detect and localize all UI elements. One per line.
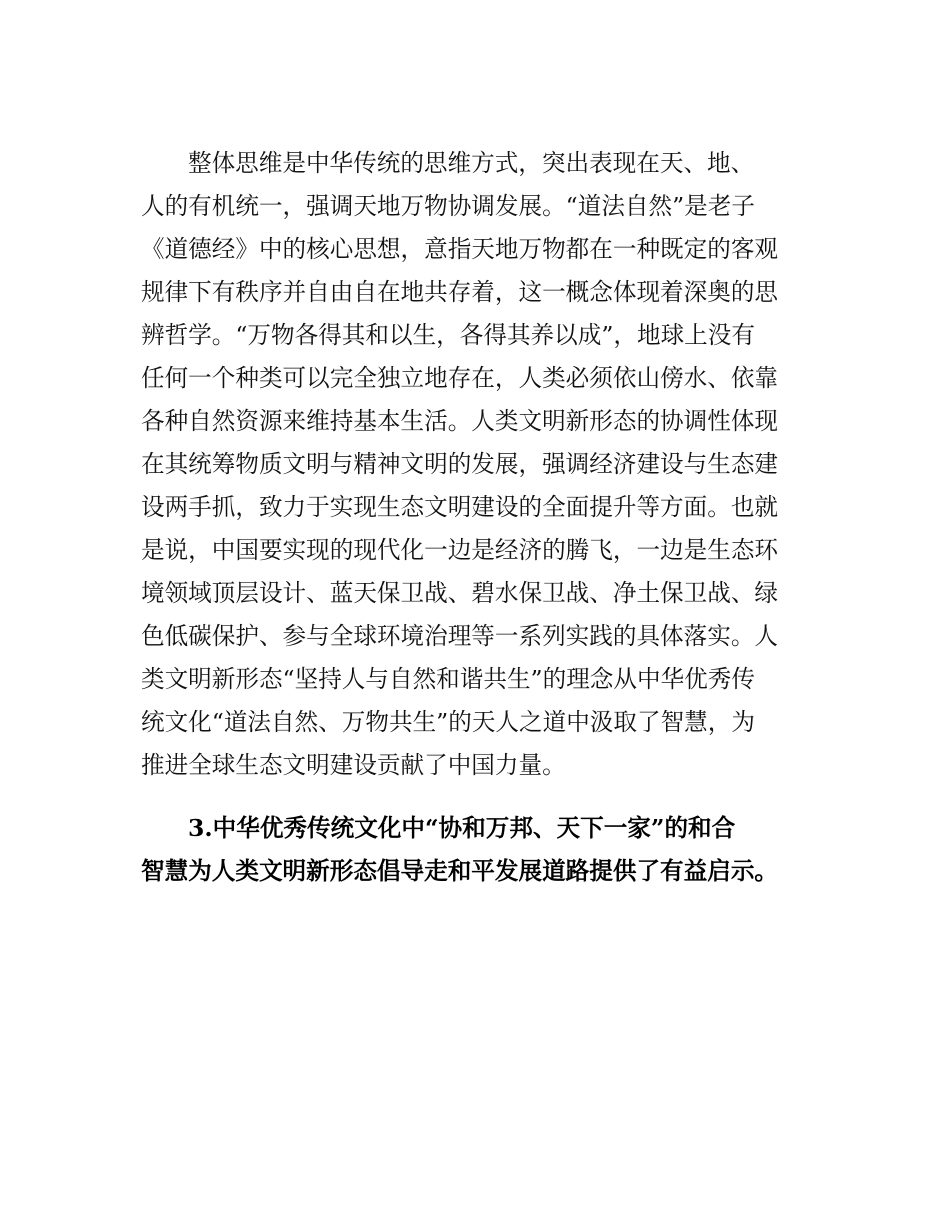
paragraph-line: 推进全球生态文明建设贡献了中国力量。 <box>141 751 566 779</box>
paragraph-line: 整体思维是中华传统的思维方式，突出表现在天、地、 <box>188 149 755 177</box>
paragraph-line: 类文明新形态“坚持人与自然和谐共生”的理念从中华优秀传 <box>141 665 755 693</box>
paragraph-line: 统文化“道法自然、万物共生”的天人之道中汲取了智慧，为 <box>141 708 755 736</box>
paragraph-line: 境领域顶层设计、蓝天保卫战、碧水保卫战、净土保卫战、绿 <box>141 579 779 607</box>
paragraph-line: 任何一个种类可以完全独立地存在，人类必须依山傍水、依靠 <box>141 364 779 392</box>
paragraph-line: 人的有机统一，强调天地万物协调发展。“道法自然”是老子 <box>141 192 755 220</box>
paragraph-line: 设两手抓，致力于实现生态文明建设的全面提升等方面。也就 <box>141 493 779 521</box>
paragraph-line: 各种自然资源来维持基本生活。人类文明新形态的协调性体现 <box>141 407 779 435</box>
section-heading-line: 智慧为人类文明新形态倡导走和平发展道路提供了有益启示。 <box>141 857 779 885</box>
paragraph-line: 在其统筹物质文明与精神文明的发展，强调经济建设与生态建 <box>141 450 779 478</box>
paragraph-line: 是说，中国要实现的现代化一边是经济的腾飞，一边是生态环 <box>141 536 779 564</box>
paragraph-line: 色低碳保护、参与全球环境治理等一系列实践的具体落实。人 <box>141 622 779 650</box>
paragraph-line: 《道德经》中的核心思想，意指天地万物都在一种既定的客观 <box>141 235 779 263</box>
paragraph-line: 规律下有秩序并自由自在地共存着，这一概念体现着深奥的思 <box>141 278 779 306</box>
section-heading-line: 3.中华优秀传统文化中“协和万邦、天下一家”的和合 <box>188 814 736 842</box>
paragraph-line: 辨哲学。“万物各得其和以生，各得其养以成”，地球上没有 <box>141 321 755 349</box>
